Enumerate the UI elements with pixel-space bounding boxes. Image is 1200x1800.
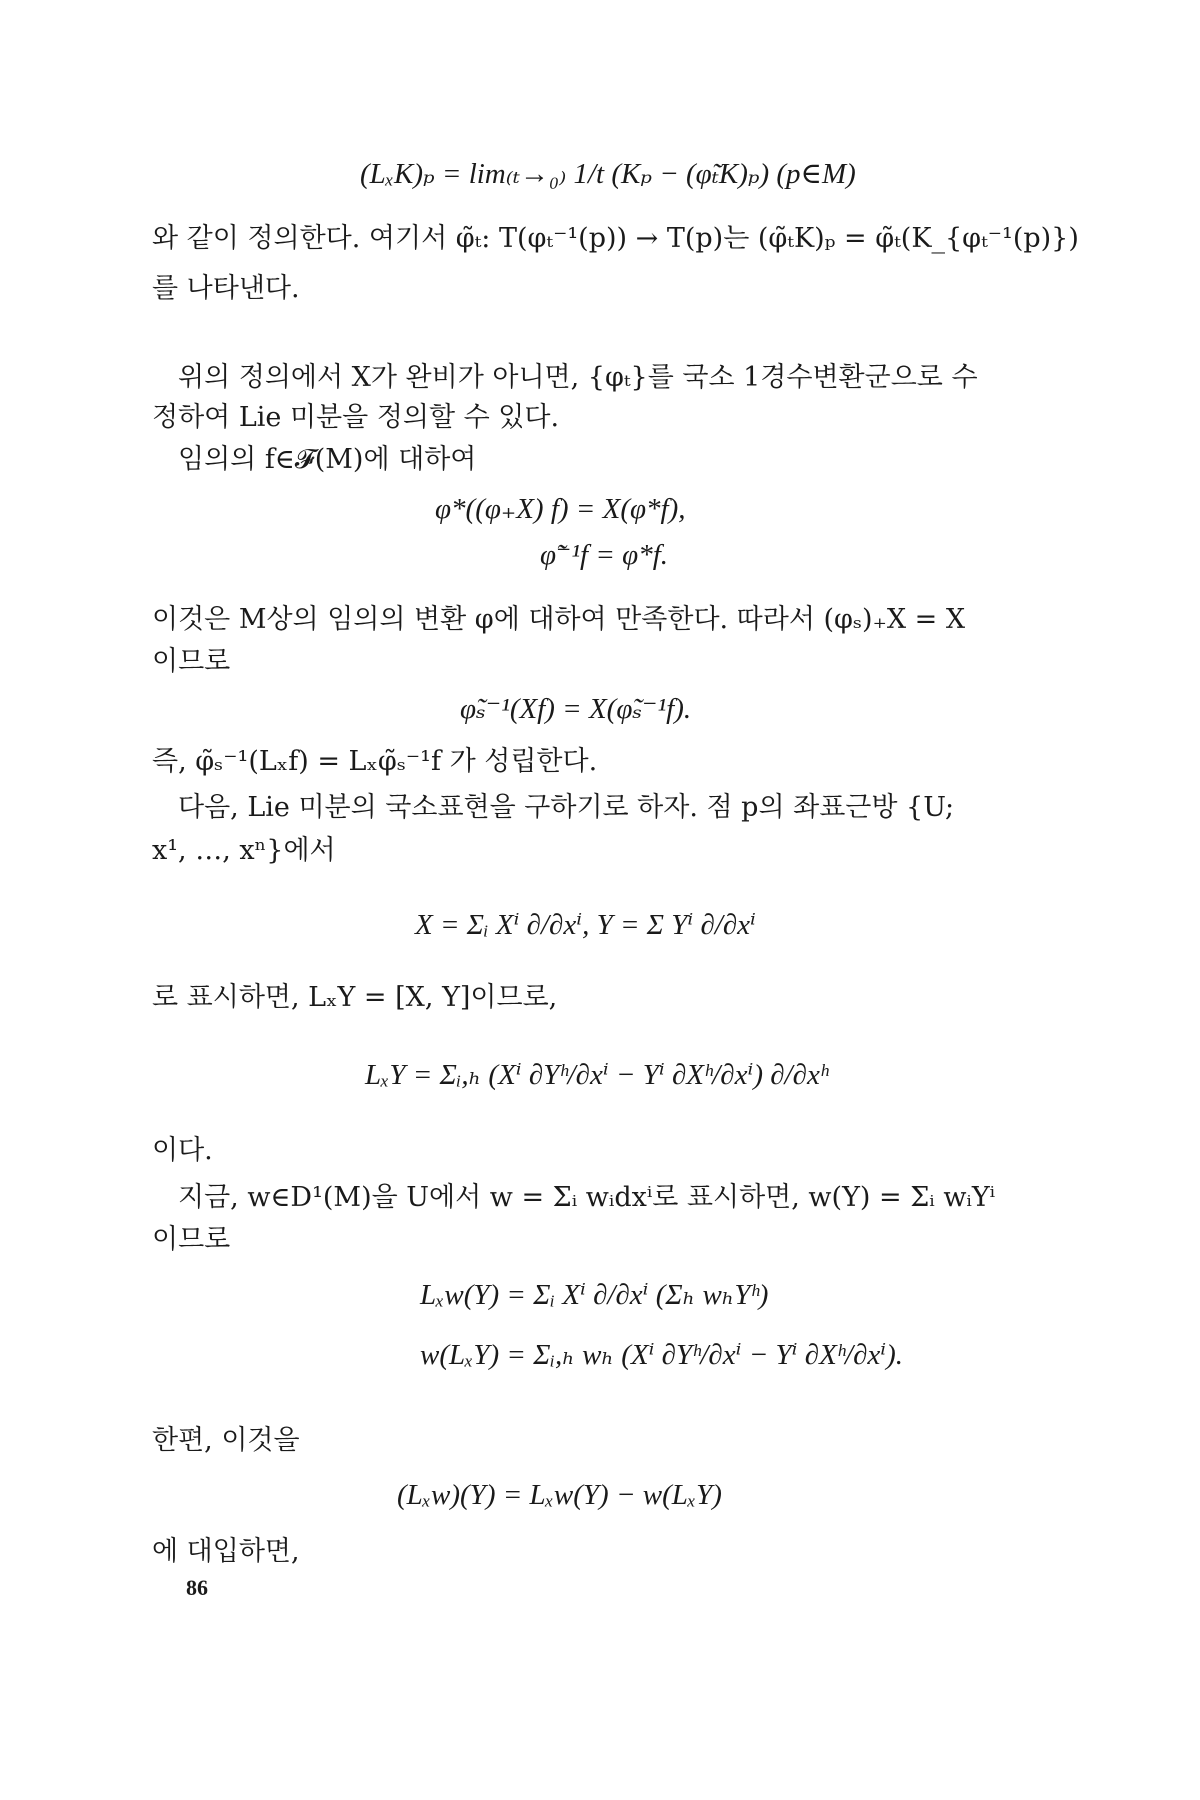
body-text-line: 이것은 M상의 임의의 변환 φ에 대하여 만족한다. 따라서 (φₛ)₊X = X	[152, 604, 966, 635]
body-text-line: 이므로	[152, 1224, 231, 1255]
body-text-line: x¹, …, xⁿ}에서	[152, 835, 336, 866]
body-text-line: 다음, Lie 미분의 국소표현을 구하기로 하자. 점 p의 좌표근방 {U;	[178, 792, 955, 823]
body-text-line: 로 표시하면, LₓY = [X, Y]이므로,	[152, 982, 558, 1013]
pullback-equation: φ*((φ₊X) f) = X(φ*f),	[435, 493, 686, 525]
body-text-line: 한편, 이것을	[152, 1425, 300, 1456]
body-text-line: 를 나타낸다.	[152, 273, 300, 304]
invariance-equation: φ̃ₛ⁻¹(Xf) = X(φ̃ₛ⁻¹f).	[460, 693, 692, 725]
body-text-line: 위의 정의에서 X가 완비가 아니면, {φₜ}를 국소 1경수변환군으로 수	[178, 362, 978, 393]
body-text-line: 즉, φ̃ₛ⁻¹(Lₓf) = Lₓφ̃ₛ⁻¹f 가 성립한다.	[152, 746, 598, 777]
inverse-map-equation: φ̃⁻¹f = φ*f.	[540, 539, 669, 571]
vector-field-local-expression: X = Σᵢ Xⁱ ∂/∂xⁱ, Y = Σ Yⁱ ∂/∂xⁱ	[415, 909, 756, 941]
body-text-line: 에 대입하면,	[152, 1536, 300, 1567]
form-applied-to-bracket-equation: w(LₓY) = Σᵢ,ₕ wₕ (Xⁱ ∂Yʰ/∂xⁱ − Yⁱ ∂Xʰ/∂xⁱ).	[420, 1339, 904, 1371]
body-text-line: 이다.	[152, 1135, 213, 1166]
body-text-line: 이므로	[152, 646, 231, 677]
body-text-line: 와 같이 정의한다. 여기서 φ̃ₜ: T(φₜ⁻¹(p)) → T(p)는 (φ̃ₜK)ₚ = φ̃ₜ(K_{φₜ⁻¹(p)})	[152, 223, 1079, 254]
lie-derivative-definition-equation: (LₓK)ₚ = lim₍ₜ→₀₎ 1/t (Kₚ − (φ̃ₜK)ₚ) (p∈M)	[360, 158, 856, 190]
lie-bracket-local-expression: LₓY = Σᵢ,ₕ (Xⁱ ∂Yʰ/∂xⁱ − Yⁱ ∂Xʰ/∂xⁱ) ∂/∂xʰ	[365, 1059, 829, 1091]
lie-derivative-of-form-equation: Lₓw(Y) = Σᵢ Xⁱ ∂/∂xⁱ (Σₕ wₕYʰ)	[420, 1279, 769, 1311]
body-text-line: 임의의 f∈𝓕(M)에 대하여	[178, 444, 477, 475]
lie-derivative-identity-equation: (Lₓw)(Y) = Lₓw(Y) − w(LₓY)	[397, 1479, 722, 1511]
body-text-line: 정하여 Lie 미분을 정의할 수 있다.	[152, 402, 560, 433]
body-text-line: 지금, w∈D¹(M)을 U에서 w = Σᵢ wᵢdxⁱ로 표시하면, w(Y) = Σᵢ wᵢYⁱ	[178, 1182, 996, 1213]
page-number: 86	[186, 1575, 208, 1600]
